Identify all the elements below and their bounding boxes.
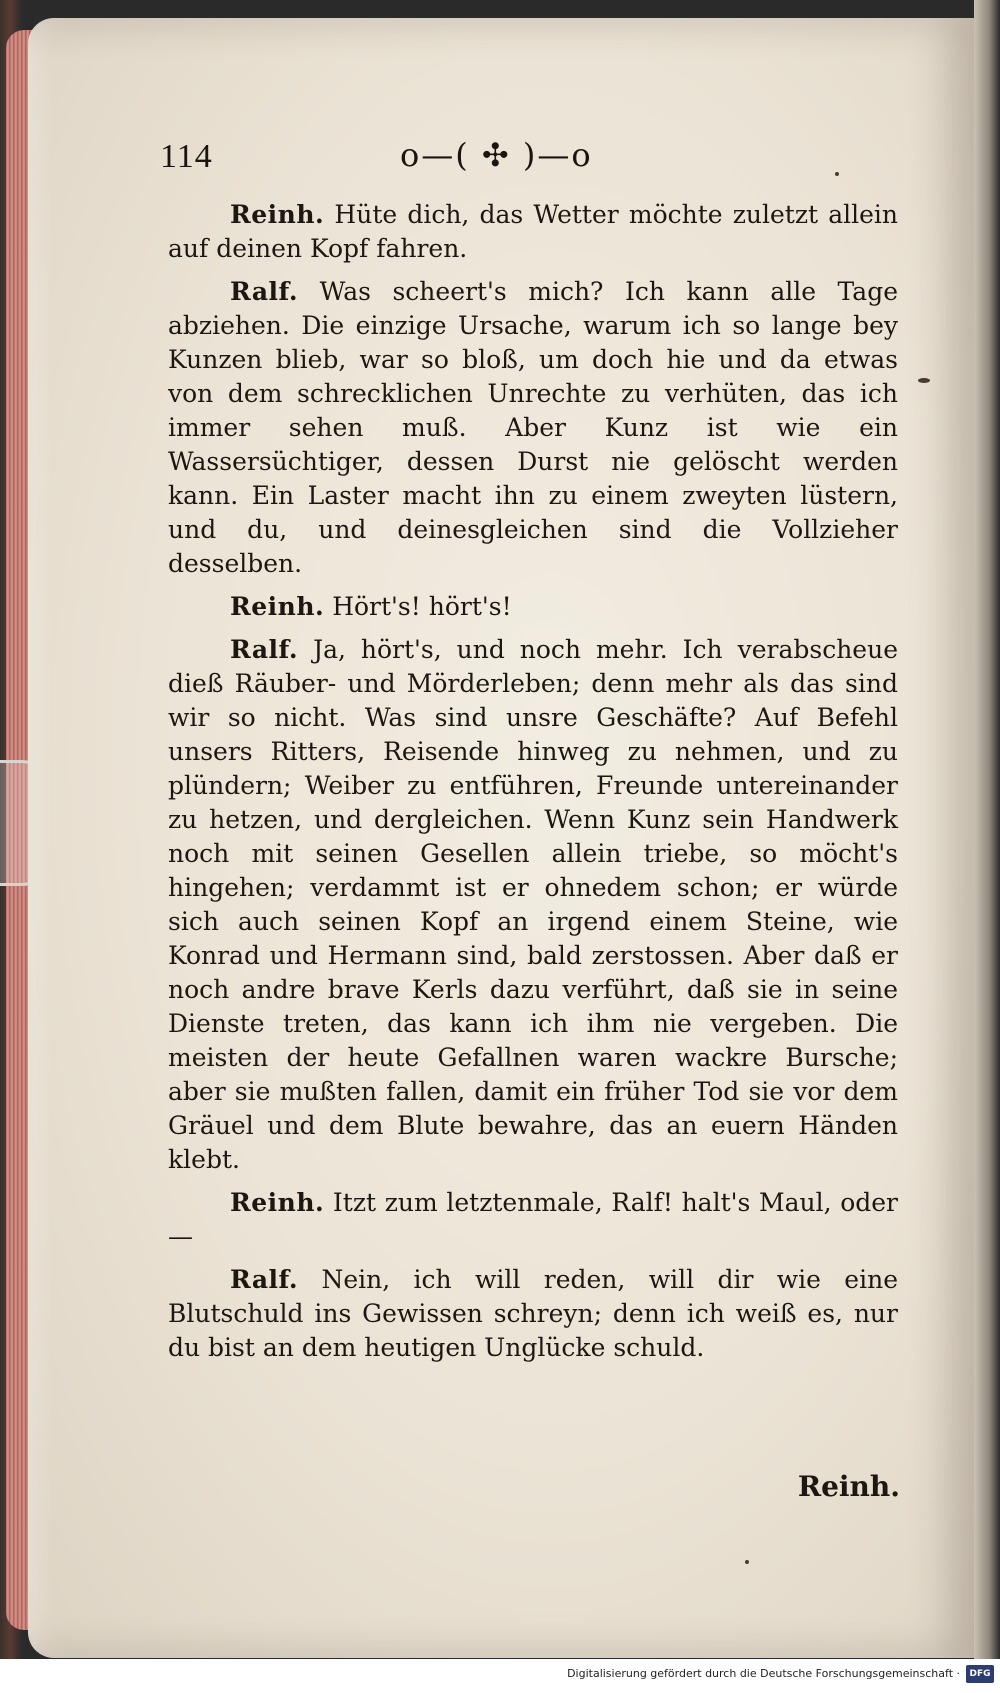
dialogue-paragraph: [168, 1263, 898, 1365]
footer-bar: [0, 1659, 1000, 1693]
page-text: [168, 198, 898, 1374]
dfg-logo-icon: DFG: [966, 1665, 994, 1683]
dialogue-text: Hüte dich, das Wetter möchte zuletzt allein auf deinen Kopf fahren.: [168, 200, 898, 263]
dialogue-text: Nein, ich will reden, will dir wie eine Blutschuld ins Gewissen schreyn; denn ich weiß es, nur du bist an dem heutigen Unglücke schuld.: [168, 1265, 898, 1362]
speaker-name: Reinh.: [230, 1188, 325, 1217]
ink-speck: [918, 378, 930, 383]
dialogue-text: Itzt zum letztenmale, Ralf! halt's Maul, oder —: [168, 1188, 898, 1251]
speaker-name: Ralf.: [230, 277, 299, 306]
dialogue-paragraph: [168, 1186, 898, 1254]
header-ornament: o—( ✣ )—o: [400, 136, 593, 174]
dialogue-paragraph: [168, 590, 898, 624]
page-number: 114: [160, 138, 213, 175]
dialogue-paragraph: [168, 198, 898, 266]
page-header: [160, 130, 900, 190]
ink-speck: [745, 1560, 749, 1564]
dialogue-text: Ja, hört's, und noch mehr. Ich verabscheue dieß Räuber- und Mörderleben; denn mehr als das sind wir so nicht. Was sind unsre Geschäfte? Auf Befehl unsers Ritters, Reisende hinweg zu nehmen, und zu plündern; Weiber zu entführen, Freunde untereinander zu hetzen, und dergleichen. Wenn Kunz sein Handwerk noch mit seinen Gesellen allein triebe, so möcht's hingehen; verdammt ist er ohnedem schon; er würde sich auch seinen Kopf an irgend einem Steine, wie Konrad und Hermann sind, bald zerstossen. Aber daß er noch andre brave Kerls dazu verführt, daß sie in seine Dienste treten, das kann ich ihm nie vergeben. Die meisten der heute Gefallnen waren wackre Bursche; aber sie mußten fallen, damit ein früher Tod sie vor dem Gräuel und dem Blute bewahre, das an euern Händen klebt.: [168, 635, 898, 1174]
speaker-name: Ralf.: [230, 635, 299, 664]
ink-speck: [835, 172, 839, 176]
speaker-name: Reinh.: [230, 592, 325, 621]
speaker-name: Ralf.: [230, 1265, 299, 1294]
dialogue-paragraph: [168, 275, 898, 581]
digitization-credit: Digitalisierung gefördert durch die Deutsche Forschungsgemeinschaft ·: [567, 1667, 960, 1680]
dialogue-text: Was scheert's mich? Ich kann alle Tage abziehen. Die einzige Ursache, warum ich so lange bey Kunzen blieb, war so bloß, um doch hie und da etwas von dem schrecklichen Unrechte zu verhüten, das ich immer sehen muß. Aber Kunz ist wie ein Wassersüchtiger, dessen Durst nie gelöscht werden kann. Ein Laster macht ihn zu einem zweyten lüstern, und du, und deinesgleichen sind die Vollzieher desselben.: [168, 277, 898, 578]
facing-page-edge: [974, 0, 1000, 1693]
catchword: Reinh.: [797, 1470, 900, 1503]
dialogue-paragraph: [168, 633, 898, 1177]
speaker-name: Reinh.: [230, 200, 325, 229]
dialogue-text: Hört's! hört's!: [332, 592, 512, 621]
